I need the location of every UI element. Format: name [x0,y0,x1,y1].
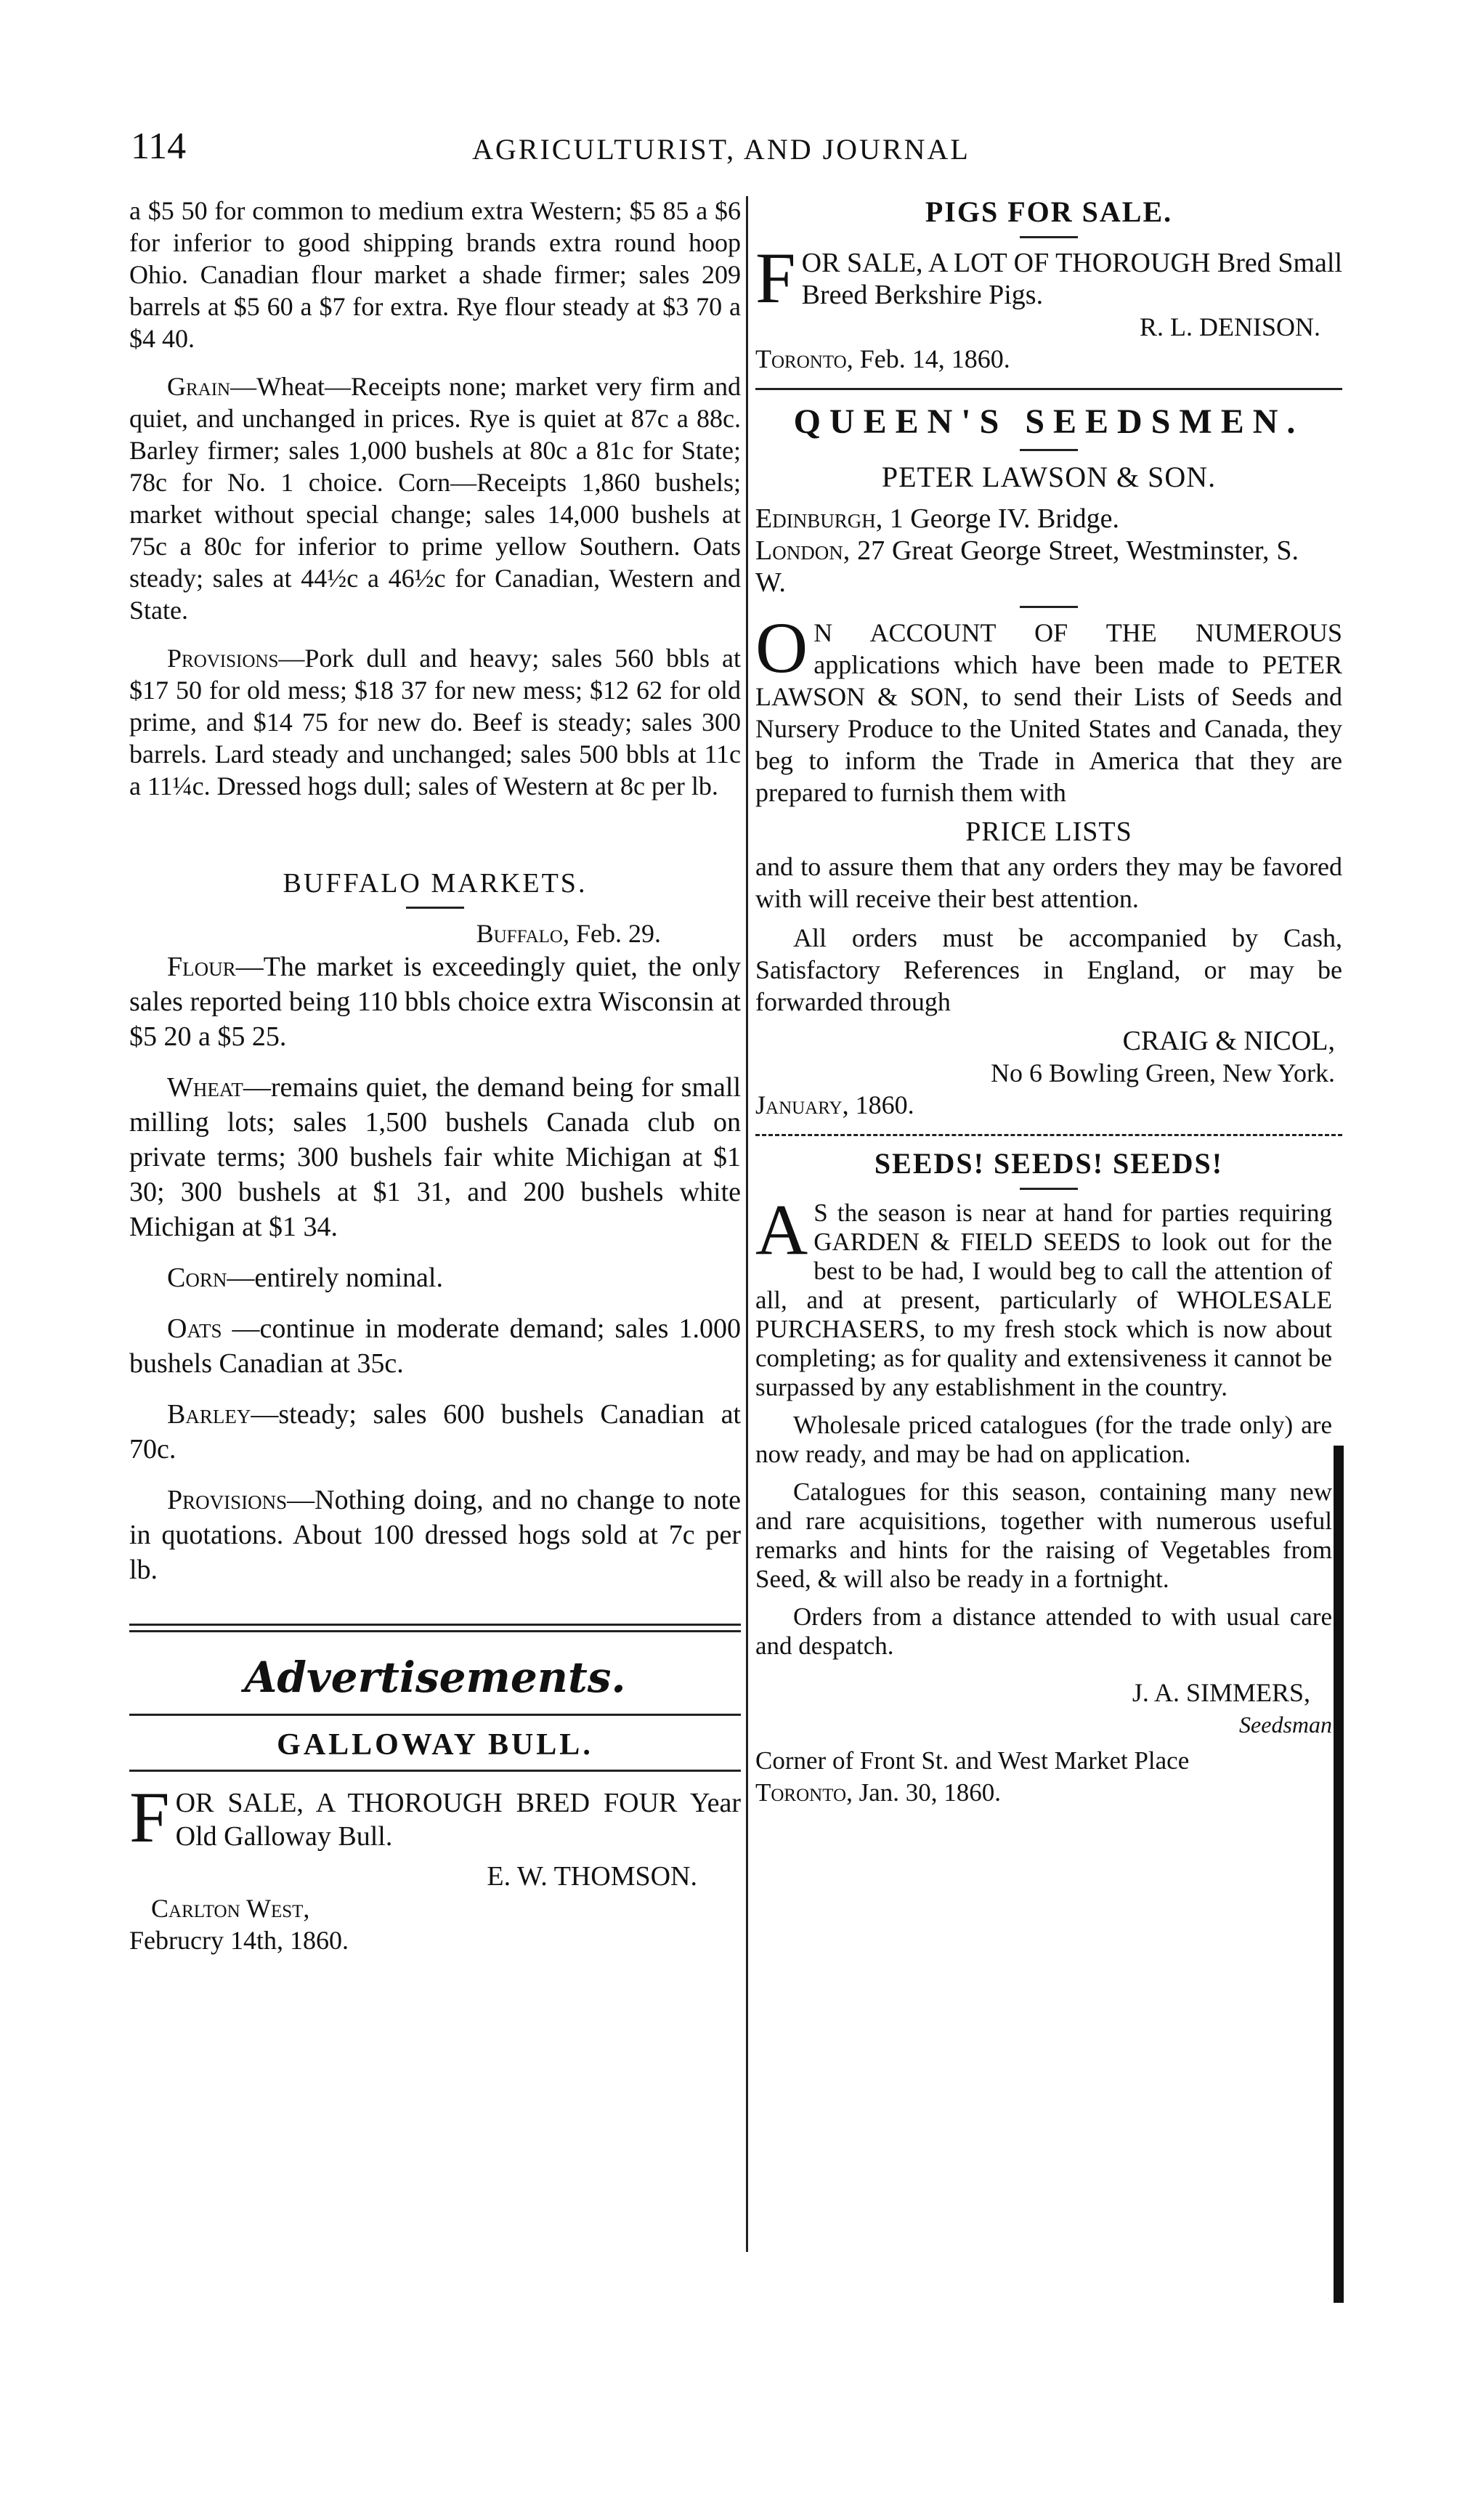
advertisements-heading: Advertisements. [244,1653,626,1702]
catalogues-text: Catalogues for this season, containing many new and rare acquisitions, together with numerous useful remarks and hints for the raising of Vegetables from Seed, & will also be ready in a fortnight. [755,1478,1332,1593]
buffalo-dateline [129,917,741,949]
flour-text: —The market is exceedingly quiet, the only sales reported being 110 bbls choice extra Wisconsin at $5 20 a $5 25. [129,952,741,1052]
account-dropcap: O [755,607,808,688]
queens-seedsmen-heading: QUEEN'S SEEDSMEN. [793,402,1304,441]
galloway-place: Carlton West, [151,1894,310,1923]
barley-label: Barley [167,1399,251,1430]
galloway-text: OR SALE, A THOROUGH BRED FOUR Year Old Galloway Bull. [175,1788,741,1852]
corn-text: —entirely nominal. [227,1263,443,1293]
galloway-signature: E. W. THOMSON. [487,1861,697,1892]
buffalo-barley-report [129,1397,741,1467]
craig-nicol-name: CRAIG & NICOL, [1122,1026,1335,1056]
provisions-label: Provisions [167,1485,288,1515]
seeds-dropcap: A [755,1189,808,1270]
short-rule [406,907,464,909]
column-divider [746,196,748,2252]
price-lists-heading: PRICE LISTS [965,817,1132,847]
provisions-text: —Nothing doing, and no change to note in quotations. About 100 dressed hogs sold at 7c per lb. [129,1485,741,1585]
lawson-name: PETER LAWSON & SON. [881,461,1217,493]
buffalo-markets-heading: BUFFALO MARKETS. [283,868,588,899]
barley-text: —steady; sales 600 bushels Canadian at 70c. [129,1399,741,1464]
ny-provisions-text: —Pork dull and heavy; sales 560 bbls at $17 50 for old mess; $18 37 for new mess; $12 62 for old prime, and $14 75 for new do. Beef is steady; sales 300 barrels. Lard steady and unchanged; sales 500 bbls at 11c a 11¼c. Dressed hogs dull; sales of Western at 8c per lb. [129,644,741,801]
pigs-date: , Feb. 14, 1860. [846,344,1010,373]
seeds-heading: SEEDS! SEEDS! SEEDS! [874,1147,1224,1180]
galloway-rule [129,1770,741,1772]
section-double-rule [129,1624,741,1632]
ny-provisions-label: Provisions [167,644,279,673]
wholesale-text: Wholesale priced catalogues (for the trade only) are now ready, and may be had on application. [755,1411,1332,1468]
lawson-dateline [755,1089,1342,1121]
buffalo-dateline-place: Buffalo [476,919,563,948]
buffalo-dateline-date: , Feb. 29. [563,919,661,948]
ads-rule [129,1714,741,1716]
edinburgh-address [755,503,1342,535]
simmers-place: Toronto [755,1778,847,1807]
right-column [755,195,1342,1809]
short-rule [1020,236,1078,238]
seeds-rule [755,1134,1342,1136]
lawson-ad [755,607,1342,809]
page-edge-shadow [1334,1446,1344,2303]
buffalo-corn-report [129,1260,741,1295]
pigs-for-sale-heading: PIGS FOR SALE. [925,195,1173,228]
wheat-text: —remains quiet, the demand being for small milling lots; sales 1,500 bushels Canada club on private terms; 300 bushels fair white Michigan at $1 30; 300 bushels at $1 31, and 200 bushels white Michigan at $1 34. [129,1072,741,1242]
simmers-name: J. A. SIMMERS, [1132,1678,1310,1707]
simmers-date: , Jan. 30, 1860. [846,1778,1001,1807]
page-header [131,125,1358,176]
ny-grain-label: Grain [167,372,231,401]
edinburgh-place: Edinburgh [755,503,876,534]
london-address [755,535,1342,599]
left-column [129,195,741,1956]
edinburgh-addr: , 1 George IV. Bridge. [875,503,1119,534]
galloway-date: Februcry 14th, 1860. [129,1926,349,1955]
pigs-signature: R. L. DENISON. [1140,312,1320,341]
simmers-dateline [755,1777,1332,1809]
pigs-place: Toronto [755,344,847,373]
oats-text: —continue in moderate demand; sales 1.000 bushels Canadian at 35c. [129,1313,741,1379]
buffalo-oats-report [129,1311,741,1381]
distance-text: Orders from a distance attended to with usual care and despatch. [755,1603,1332,1660]
short-rule [1020,1188,1078,1190]
london-place: London [755,535,843,566]
pigs-text: OR SALE, A LOT OF THOROUGH Bred Small Breed Berkshire Pigs. [801,248,1342,310]
simmers-role: Seedsman [1239,1711,1332,1738]
buffalo-provisions-report [129,1483,741,1587]
craig-nicol-address: No 6 Bowling Green, New York. [991,1058,1335,1087]
galloway-ad [129,1777,741,1857]
buffalo-wheat-report [129,1070,741,1244]
pigs-dropcap: F [755,238,796,318]
corn-label: Corn [167,1263,227,1293]
page-number: 114 [131,126,187,167]
orders-text: All orders must be accompanied by Cash, Satisfactory References in England, or may be forwarded through [755,923,1342,1016]
short-rule [1020,449,1078,451]
queens-rule [755,388,1342,390]
short-rule [1020,606,1078,608]
galloway-dropcap: F [129,1777,170,1857]
simmers-ad [755,1189,1342,1809]
oats-label: Oats [167,1313,222,1344]
galloway-bull-heading: GALLOWAY BULL. [277,1728,593,1762]
flour-label: Flour [167,952,236,982]
ny-flour-continuation: a $5 50 for common to medium extra Western; $5 85 a $6 for inferior to good shipping brands extra round hoop Ohio. Canadian flour market a shade firmer; sales 209 barrels at $5 60 a $7 for extra. Rye flour steady at $3 70 a $4 40. [129,196,741,353]
assure-text: and to assure them that any orders they may be favored with will receive their best attention. [755,852,1342,913]
pigs-ad [755,238,1342,318]
london-addr: , 27 Great George Street, Westminster, S. W. [755,535,1299,598]
account-text: N ACCOUNT OF THE NUMEROUS applications which have been made to PETER LAWSON & SON, to send their Lists of Seeds and Nursery Produce to the United States and Canada, they beg to inform the Trade in America that they are prepared to furnish them with [755,618,1342,807]
simmers-address: Corner of Front St. and West Market Place [755,1746,1190,1775]
running-head: AGRICULTURIST, AND JOURNAL [472,133,970,166]
january-year: , 1860. [842,1090,914,1119]
pigs-dateline [755,343,1342,375]
wheat-label: Wheat [167,1072,243,1103]
ny-grain-text: —Wheat—Receipts none; market very firm and quiet, and unchanged in prices. Rye is quiet at 87c a 88c. Barley firmer; sales 1,000 bushels at 80c a 81c for State; 78c for No. 1 choice. Corn—Receipts 1,860 bushels; market without special change; sales 14,000 bushels at 75c a 80c for inferior to prime yellow Southern. Oats steady; sales at 44½c a 46½c for Canadian, Western and State. [129,372,741,625]
ny-grain-report [129,370,741,626]
buffalo-flour-report [129,949,741,1054]
january-month: January [755,1090,843,1119]
ny-provisions-report [129,642,741,802]
seeds-text: S the season is near at hand for parties requiring GARDEN & FIELD SEEDS to look out for the best to be had, I would beg to call the attention of all, and at present, particularly of WHOLESALE PURCHASERS, to my fresh stock which is now about completing; as for quality and extensiveness it cannot be surpassed by any establishment in the country. [755,1199,1332,1401]
